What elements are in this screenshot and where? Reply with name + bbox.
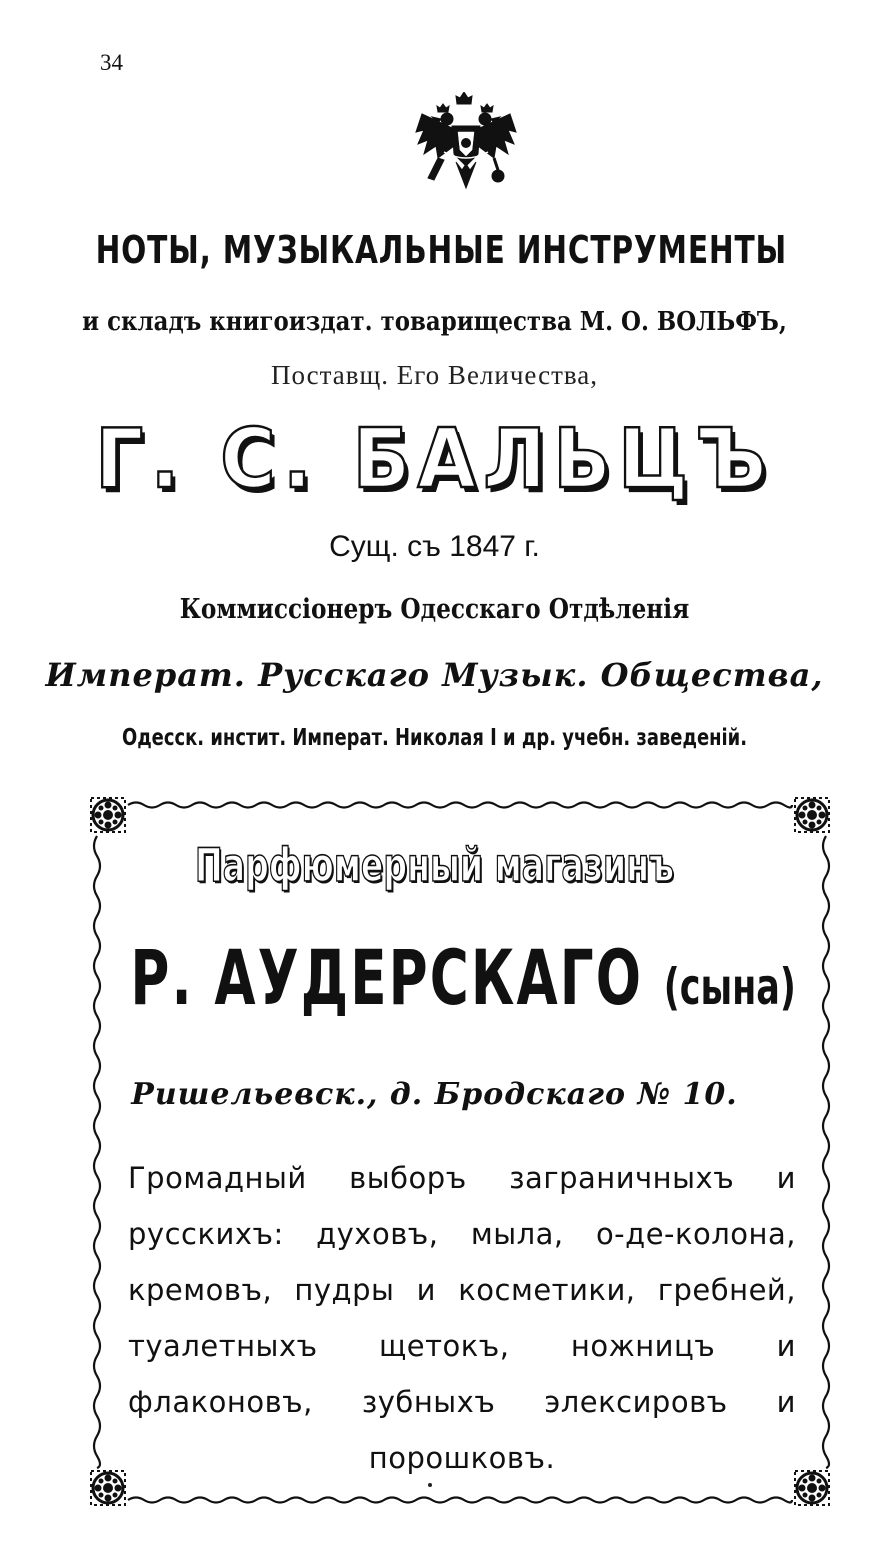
balts-founded: Сущ. съ 1847 г. xyxy=(329,530,540,563)
balts-institutes-line: Одесск. инстит. Императ. Николая I и др. учебн. заведеній. xyxy=(121,725,748,751)
rosette-top-left xyxy=(91,798,125,832)
print-speck xyxy=(428,1483,432,1487)
balts-supplier-line: Поставщ. Его Величества, xyxy=(270,360,598,390)
perfume-shop-description: Громадный выборъ заграничныхъ и русскихъ: духовъ, мыла, о-де-колона, кремовъ, пудры и косметики, гребней, туалетныхъ щетокъ, ножницъ и флаконовъ, зубныхъ элексировъ и порошковъ. xyxy=(128,1161,796,1475)
page-number: 34 xyxy=(100,50,123,75)
balts-society-line: Императ. Русскаго Музык. Общества, xyxy=(45,656,824,694)
balts-publisher-line: и складъ книгоиздат. товарищества М. О. ВОЛЬФЪ, xyxy=(82,307,787,337)
balts-commissioner-line: Коммиссіонеръ Одесскаго Отдѣленія xyxy=(179,594,690,625)
balts-name: Г. С. БАЛЬЦЪ xyxy=(95,412,774,507)
rosette-bottom-left xyxy=(91,1471,125,1505)
balts-headline: НОТЫ, МУЗЫКАЛЬНЫЕ ИНСТРУМЕНТЫ xyxy=(95,228,787,272)
rosette-top-right xyxy=(795,798,829,832)
perfume-shop-owner xyxy=(130,933,796,1022)
perfume-shop-heading: Парфюмерный магазинъ xyxy=(195,838,674,892)
perfume-shop-address: Ришельевск., д. Бродскаго № 10. xyxy=(131,1077,738,1112)
owner-suffix: (сына) xyxy=(663,958,796,1016)
rosette-bottom-right xyxy=(795,1471,829,1505)
owner-name: Р. АУДЕРСКАГО xyxy=(130,933,644,1022)
